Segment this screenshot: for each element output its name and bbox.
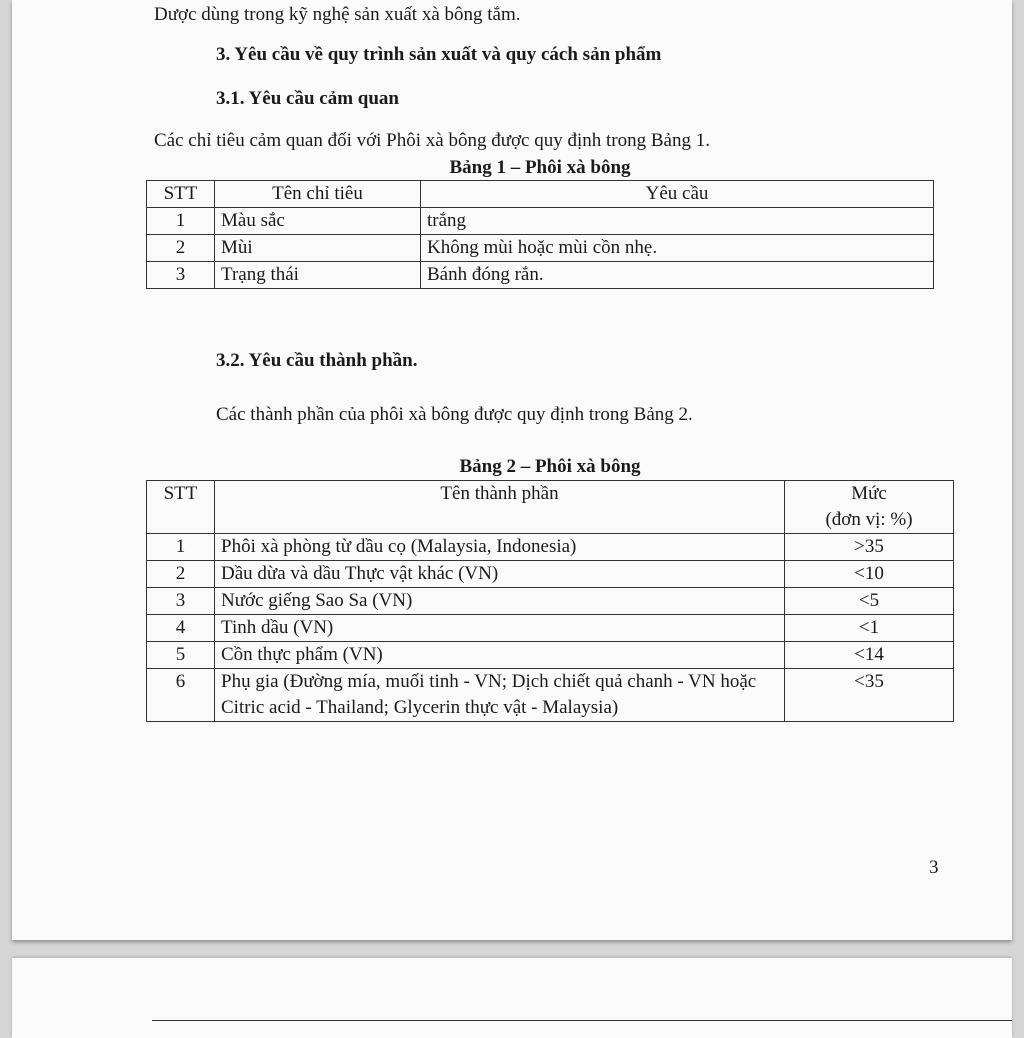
table-header: Yêu cầu — [421, 181, 934, 208]
next-page-edge — [12, 958, 1012, 1038]
page-number: 3 — [929, 857, 939, 878]
header-rule — [152, 1020, 1012, 1021]
table-row — [147, 615, 954, 642]
section32-heading: 3.2. Yêu cầu thành phần. — [216, 350, 418, 371]
table-cell: <35 — [785, 669, 954, 722]
table-cell: Phôi xà phòng từ dầu cọ (Malaysia, Indonesia) — [215, 534, 785, 561]
table-row — [147, 262, 934, 289]
table-cell: Không mùi hoặc mùi cồn nhẹ. — [421, 235, 934, 262]
table-cell: >35 — [785, 534, 954, 561]
table-cell: 3 — [147, 262, 215, 289]
table-cell: 3 — [147, 588, 215, 615]
section31-text: Các chỉ tiêu cảm quan đối với Phôi xà bông được quy định trong Bảng 1. — [154, 130, 710, 151]
table-header-row — [147, 181, 934, 208]
table-cell: Tinh dầu (VN) — [215, 615, 785, 642]
table-cell: Trạng thái — [215, 262, 421, 289]
table-cell: 1 — [147, 534, 215, 561]
table-cell: 4 — [147, 615, 215, 642]
table-header: Tên chỉ tiêu — [215, 181, 421, 208]
table-header-label: Mức — [851, 483, 887, 504]
table-header: STT — [147, 481, 215, 534]
table-cell: <1 — [785, 615, 954, 642]
table-cell: <5 — [785, 588, 954, 615]
table-row — [147, 208, 934, 235]
table-cell: Mùi — [215, 235, 421, 262]
table-row — [147, 669, 954, 722]
table-cell: 6 — [147, 669, 215, 722]
table-cell: Nước giếng Sao Sa (VN) — [215, 588, 785, 615]
table-header: STT — [147, 181, 215, 208]
table-cell: 2 — [147, 235, 215, 262]
table-header-mức — [785, 481, 954, 534]
table-cell: Màu sắc — [215, 208, 421, 235]
table-cell: 1 — [147, 208, 215, 235]
table-cell: Cồn thực phẩm (VN) — [215, 642, 785, 669]
table-cell: <10 — [785, 561, 954, 588]
intro-line: Dược dùng trong kỹ nghệ sản xuất xà bông tắm. — [154, 4, 521, 25]
section3-heading: 3. Yêu cầu về quy trình sản xuất và quy cách sản phẩm — [216, 44, 662, 65]
table-header: Tên thành phần — [215, 481, 785, 534]
document-page — [12, 0, 1012, 940]
table-cell: Phụ gia (Đường mía, muối tinh - VN; Dịch chiết quả chanh - VN hoặc Citric acid - Thailand; Glycerin thực vật - Malaysia) — [215, 669, 785, 722]
table1 — [146, 180, 934, 289]
section31-heading: 3.1. Yêu cầu cảm quan — [216, 88, 399, 109]
table-cell: <14 — [785, 642, 954, 669]
table-cell: 2 — [147, 561, 215, 588]
table-row — [147, 561, 954, 588]
table-row — [147, 534, 954, 561]
table1-caption: Bảng 1 – Phôi xà bông — [449, 157, 631, 178]
section32-text: Các thành phần của phôi xà bông được quy định trong Bảng 2. — [216, 404, 693, 425]
table-header-unit: (đơn vị: %) — [825, 509, 913, 530]
table2-caption: Bảng 2 – Phôi xà bông — [459, 456, 641, 477]
table-row — [147, 588, 954, 615]
table-row — [147, 642, 954, 669]
table-cell: trắng — [421, 208, 934, 235]
table-cell: Dầu dừa và dầu Thực vật khác (VN) — [215, 561, 785, 588]
table-header-row — [147, 481, 954, 534]
table2 — [146, 480, 954, 722]
table-cell: 5 — [147, 642, 215, 669]
table-cell: Bánh đóng rắn. — [421, 262, 934, 289]
table-row — [147, 235, 934, 262]
